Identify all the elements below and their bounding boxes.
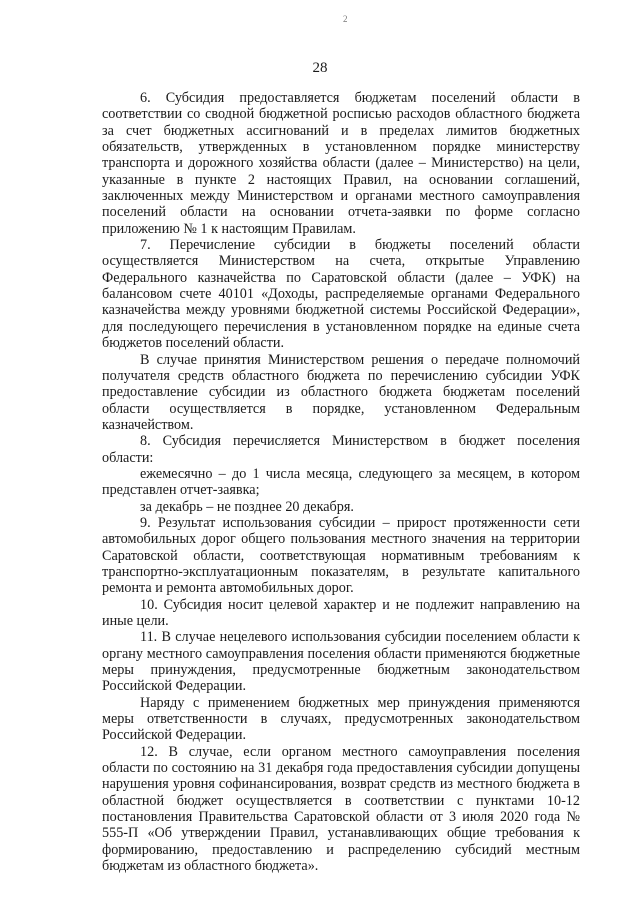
page-number: 28 <box>312 60 328 76</box>
paragraph-9: 9. Результат использования субсидии – прирост протяженности сети автомобильных дорог общего пользования местного значения на территории Саратовской области, соответствующая нормативным требованиям к транспортно-эксплуатационным показателям, в результате капитального ремонта и ремонта автомобильных дорог. <box>102 514 580 597</box>
paragraph-7-delegation: В случае принятия Министерством решения о передаче полномочий получателя средств областного бюджета по перечислению субсидии УФК предоставление субсидии из областного бюджета бюджетам поселений области осуществляется в порядке, установленном Федеральным казначейством. <box>102 351 580 433</box>
paragraph-8-december: за декабрь – не позднее 20 декабря. <box>140 498 354 515</box>
paragraph-8: 8. Субсидия перечисляется Министерством в бюджет поселения области: <box>102 433 580 466</box>
document-body <box>102 90 580 875</box>
paragraph-11-liability: Наряду с применением бюджетных мер принуждения применяются меры ответственности в случаях, предусмотренных законодательством Российской Федерации. <box>102 694 580 744</box>
paragraph-10: 10. Субсидия носит целевой характер и не подлежит направлению на иные цели. <box>102 596 580 629</box>
paragraph-6: 6. Субсидия предоставляется бюджетам поселений области в соответствии со сводной бюджетной росписью расходов областного бюджета за счет бюджетных ассигнований и в пределах лимитов бюджетных обязательств, утвержденных в установленном порядке министерству транспорта и дорожного хозяйства области (далее – Министерство) на цели, указанные в пункте 2 настоящих Правил, на основании соглашений, заключенных между Министерством и органами местного самоуправления поселений области на основании отчета-заявки по форме согласно приложению № 1 к настоящим Правилам. <box>102 90 580 237</box>
paragraph-7: 7. Перечисление субсидии в бюджеты поселений области осуществляется Министерством на счета, открытые Управлению Федерального казначейства по Саратовской области (далее – УФК) на балансовом счете 40101 «Доходы, распределяемые органами Федерального казначейства между уровнями бюджетной системы Российской Федерации», для последующего перечисления в установленном порядке на единые счета бюджетов поселений области. <box>102 237 580 352</box>
paragraph-11: 11. В случае нецелевого использования субсидии поселением области к органу местного самоуправления поселения области применяются бюджетные меры принуждения, предусмотренные бюджетным законодательством Российской Федерации. <box>102 629 580 695</box>
paragraph-8-monthly: ежемесячно – до 1 числа месяца, следующего за месяцем, в котором представлен отчет-заявка; <box>102 465 580 499</box>
paragraph-12: 12. В случае, если органом местного самоуправления поселения области по состоянию на 31 декабря года предоставления субсидии допущены нарушения уровня софинансирования, возврат средств из местного бюджета в областной бюджет осуществляется в соответствии с пунктами 10-12 постановления Правительства Саратовской области от 3 июля 2020 года № 555-П «Об утверждении Правил, устанавливающих общие требования к формированию, предоставлению и распределению субсидий местным бюджетам из областного бюджета». <box>102 743 580 875</box>
scan-mark: 2 <box>343 14 348 24</box>
